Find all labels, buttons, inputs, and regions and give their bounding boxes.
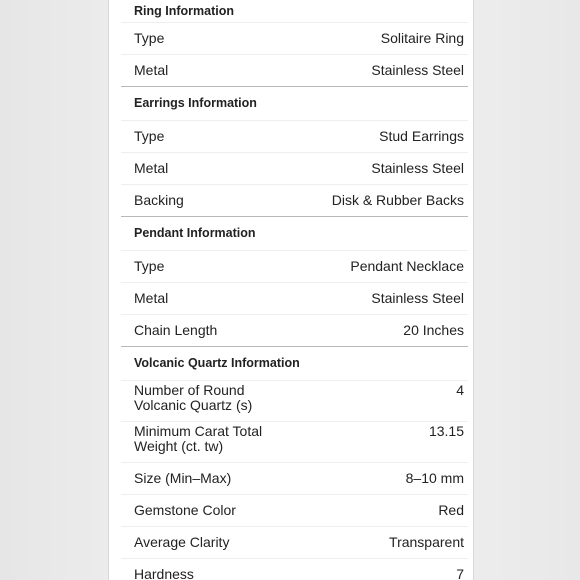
spec-value: 8–10 mm	[405, 470, 464, 486]
spec-value: 4	[456, 382, 464, 398]
spec-value: Pendant Necklace	[350, 258, 464, 274]
spec-label: Size (Min–Max)	[134, 470, 232, 486]
spec-row	[121, 184, 468, 216]
spec-row	[121, 462, 468, 494]
section-title: Earrings Information	[134, 96, 257, 110]
spec-row	[121, 22, 468, 54]
spec-label: Metal	[134, 62, 169, 78]
spec-value: Stainless Steel	[371, 160, 464, 176]
spec-row	[121, 380, 468, 421]
spec-label: Metal	[134, 290, 169, 306]
spec-label: Backing	[134, 192, 184, 208]
spec-value: 20 Inches	[403, 322, 464, 338]
spec-row	[121, 250, 468, 282]
product-spec-panel	[108, 0, 474, 580]
spec-label: Average Clarity	[134, 534, 230, 550]
spec-label: Type	[134, 128, 165, 144]
spec-value: Stainless Steel	[371, 62, 464, 78]
spec-row	[121, 120, 468, 152]
spec-value: Stud Earrings	[379, 128, 464, 144]
spec-value: 13.15	[428, 423, 464, 439]
spec-label: Type	[134, 258, 165, 274]
spec-value: Red	[438, 502, 464, 518]
spec-label: Minimum Carat Total Weight (ct. tw)	[134, 423, 263, 454]
spec-list	[121, 0, 468, 580]
spec-row	[121, 494, 468, 526]
spec-label: Type	[134, 30, 165, 46]
spec-row	[121, 526, 468, 558]
spec-row	[121, 421, 468, 462]
spec-value: Transparent	[389, 534, 464, 550]
pendant-information-section	[121, 217, 468, 347]
spec-value: Stainless Steel	[371, 290, 464, 306]
earrings-information-section	[121, 87, 468, 217]
section-title: Ring Information	[134, 4, 234, 18]
spec-row	[121, 314, 468, 346]
spec-label: Hardness	[134, 566, 194, 580]
spec-value: 7	[456, 566, 464, 580]
section-title: Pendant Information	[134, 226, 256, 240]
volcanic-quartz-information-section	[121, 347, 468, 580]
section-title: Volcanic Quartz Information	[134, 356, 300, 370]
spec-label: Metal	[134, 160, 169, 176]
spec-label: Chain Length	[134, 322, 218, 338]
spec-row	[121, 282, 468, 314]
spec-row	[121, 152, 468, 184]
spec-label: Gemstone Color	[134, 502, 236, 518]
spec-label: Number of Round Volcanic Quartz (s)	[134, 382, 253, 413]
spec-value: Disk & Rubber Backs	[331, 192, 464, 208]
spec-row	[121, 54, 468, 86]
spec-row	[121, 558, 468, 580]
spec-value: Solitaire Ring	[380, 30, 464, 46]
ring-information-section	[121, 0, 468, 87]
